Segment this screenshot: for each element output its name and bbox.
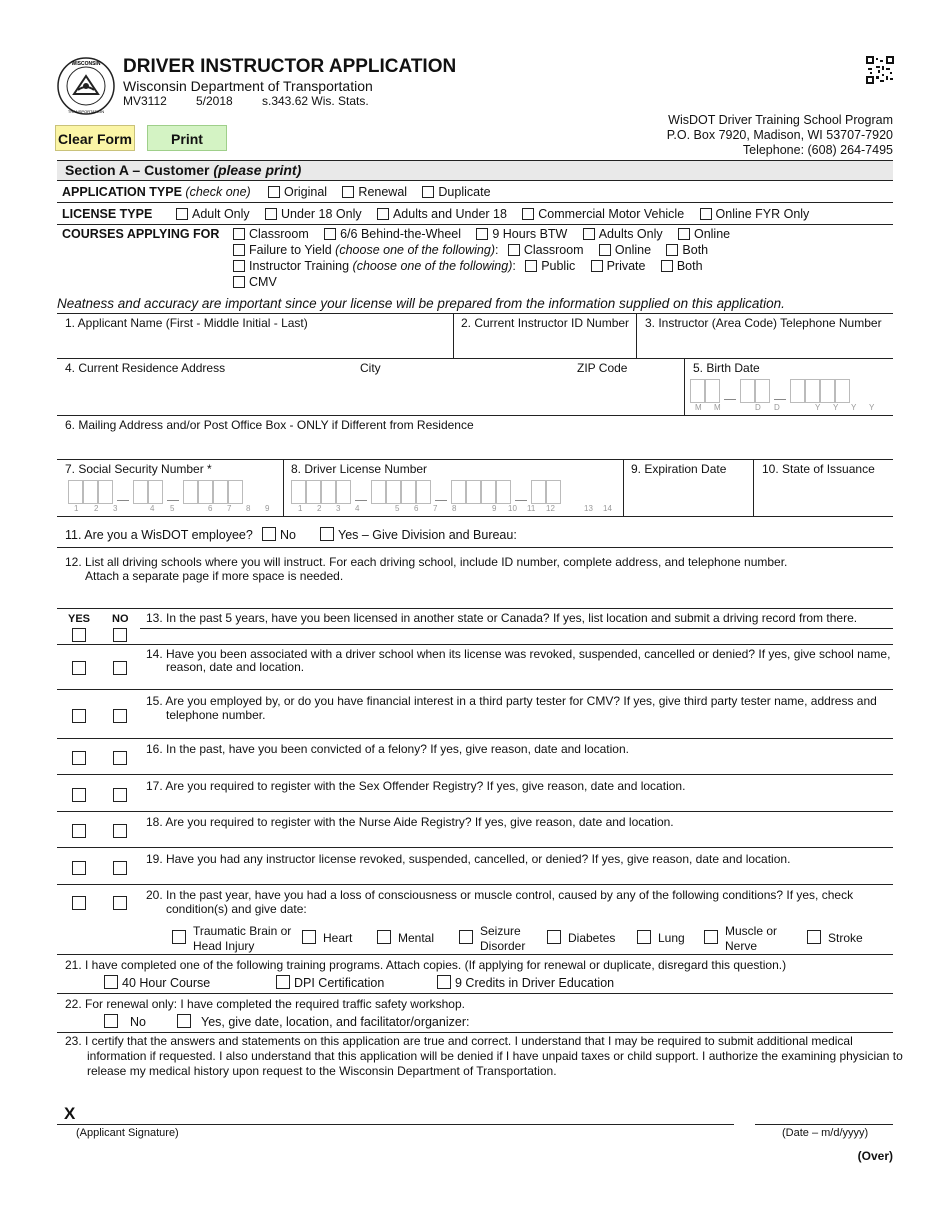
divider bbox=[57, 1032, 893, 1033]
condition-diabetes-checkbox[interactable] bbox=[547, 930, 561, 944]
q20-yes-checkbox[interactable] bbox=[72, 896, 86, 910]
birth-date-label: 5. Birth Date bbox=[693, 361, 760, 375]
checkbox[interactable] bbox=[522, 208, 534, 220]
digit-label: 1 bbox=[74, 504, 79, 513]
divider bbox=[140, 628, 893, 629]
application-type-options bbox=[268, 185, 503, 199]
question-14: 14. Have you been associated with a driver school when its license was revoked, suspended, cancelled or denied? If yes, give school name, bbox=[146, 647, 891, 661]
q18-no-checkbox[interactable] bbox=[113, 824, 127, 838]
zip-label: ZIP Code bbox=[577, 361, 628, 375]
license-adult-only[interactable]: Adult Only bbox=[176, 207, 250, 221]
checkbox[interactable] bbox=[591, 260, 603, 272]
checkbox[interactable] bbox=[233, 260, 245, 272]
q17-no-checkbox[interactable] bbox=[113, 788, 127, 802]
checkbox[interactable] bbox=[177, 1014, 191, 1028]
divider bbox=[57, 516, 893, 517]
signature-line[interactable] bbox=[57, 1124, 734, 1125]
question-17: 17. Are you required to register with the Sex Offender Registry? If yes, give reason, date and location. bbox=[146, 779, 686, 793]
digit-label: D bbox=[774, 403, 780, 412]
q14-yes-checkbox[interactable] bbox=[72, 661, 86, 675]
city-label: City bbox=[360, 361, 381, 375]
checkbox[interactable] bbox=[104, 975, 118, 989]
digit-label: 6 bbox=[414, 504, 419, 513]
over-label: (Over) bbox=[857, 1149, 893, 1163]
form-number: MV3112 bbox=[123, 94, 167, 108]
divider bbox=[684, 358, 685, 415]
condition-tbi-label: Traumatic Brain or Head Injury bbox=[193, 924, 292, 953]
question-15: 15. Are you employed by, or do you have financial interest in a third party tester for CMV? If yes, give third party tester name, address and bbox=[146, 694, 877, 708]
question-14-cont: reason, date and location. bbox=[166, 660, 305, 674]
certification-statement-3: release my medical history upon request to the Wisconsin Department of Transportation. bbox=[87, 1064, 557, 1078]
q13-yes-checkbox[interactable] bbox=[72, 628, 86, 642]
checkbox[interactable] bbox=[583, 228, 595, 240]
digit-label: 13 bbox=[584, 504, 593, 513]
statute: s.343.62 Wis. Stats. bbox=[262, 94, 369, 108]
condition-seizure-checkbox[interactable] bbox=[459, 930, 473, 944]
divider bbox=[57, 644, 893, 645]
question-19: 19. Have you had any instructor license revoked, suspended, cancelled, or denied? If yes, give reason, date and location. bbox=[146, 852, 791, 866]
q18-yes-checkbox[interactable] bbox=[72, 824, 86, 838]
divider bbox=[57, 954, 893, 955]
course-classroom[interactable]: Classroom bbox=[233, 227, 309, 241]
condition-heart-checkbox[interactable] bbox=[302, 930, 316, 944]
checkbox[interactable] bbox=[599, 244, 611, 256]
it-public[interactable]: Public bbox=[525, 259, 575, 273]
q19-yes-checkbox[interactable] bbox=[72, 861, 86, 875]
digit-label: 12 bbox=[546, 504, 555, 513]
course-behind-the-wheel[interactable]: 6/6 Behind-the-Wheel bbox=[324, 227, 461, 241]
birth-date-boxes[interactable] bbox=[690, 379, 850, 406]
application-type-label: APPLICATION TYPE bbox=[62, 185, 182, 199]
divider bbox=[57, 689, 893, 690]
divider bbox=[57, 811, 893, 812]
program-name: WisDOT Driver Training School Program bbox=[668, 113, 893, 127]
condition-seizure-label: Seizure Disorder bbox=[480, 924, 526, 953]
divider bbox=[57, 224, 893, 225]
courses-row-it bbox=[233, 259, 715, 273]
condition-stroke-checkbox[interactable] bbox=[807, 930, 821, 944]
checkbox[interactable] bbox=[661, 260, 673, 272]
divider bbox=[57, 313, 893, 314]
section-a-note: (please print) bbox=[213, 162, 302, 178]
digit-label: D bbox=[755, 403, 761, 412]
fty-both[interactable]: Both bbox=[666, 243, 708, 257]
fty-online[interactable]: Online bbox=[599, 243, 651, 257]
application-type-row bbox=[62, 185, 251, 199]
checkbox[interactable] bbox=[268, 186, 280, 198]
department-name: Wisconsin Department of Transportation bbox=[123, 78, 373, 94]
digit-label: 8 bbox=[452, 504, 457, 513]
condition-mental-label: Mental bbox=[398, 931, 435, 945]
license-online-fyr[interactable]: Online FYR Only bbox=[700, 207, 810, 221]
digit-label: 9 bbox=[492, 504, 497, 513]
checkbox[interactable] bbox=[437, 975, 451, 989]
divider bbox=[57, 608, 893, 609]
checkbox[interactable] bbox=[176, 208, 188, 220]
training-9-credits[interactable]: 9 Credits in Driver Education bbox=[437, 975, 614, 990]
certification-statement-2: information if requested. I also understand that this application will be denied if I have unpaid taxes or child support. I authorize the examining physician to bbox=[87, 1049, 903, 1063]
divider bbox=[57, 415, 893, 416]
digit-label: M bbox=[695, 403, 702, 412]
divider bbox=[57, 738, 893, 739]
print-button[interactable]: Print bbox=[147, 125, 227, 151]
divider bbox=[453, 313, 454, 358]
digit-label: 2 bbox=[317, 504, 322, 513]
section-a-title: Section A – Customer (please print) bbox=[65, 162, 302, 178]
checkbox[interactable] bbox=[508, 244, 520, 256]
certification-statement-1: 23. I certify that the answers and statements on this application are true and correct. I understand that I may be required to submit additional medical bbox=[65, 1034, 853, 1048]
q15-yes-checkbox[interactable] bbox=[72, 709, 86, 723]
license-type-options bbox=[176, 207, 821, 221]
application-type-note: (check one) bbox=[185, 185, 251, 199]
divider bbox=[753, 459, 754, 516]
checkbox[interactable] bbox=[476, 228, 488, 240]
checkbox[interactable] bbox=[324, 228, 336, 240]
divider bbox=[57, 884, 893, 885]
svg-text:TRANSPORTATION: TRANSPORTATION bbox=[67, 109, 105, 114]
q14-no-checkbox[interactable] bbox=[113, 661, 127, 675]
checkbox[interactable] bbox=[525, 260, 537, 272]
question-16: 16. In the past, have you been convicted of a felony? If yes, give reason, date and location. bbox=[146, 742, 629, 756]
courses-row-cmv bbox=[233, 275, 289, 289]
applicant-signature-label: (Applicant Signature) bbox=[76, 1127, 179, 1139]
checkbox[interactable] bbox=[422, 186, 434, 198]
q16-yes-checkbox[interactable] bbox=[72, 751, 86, 765]
workshop-yes[interactable]: Yes, give date, location, and facilitator/organizer: bbox=[177, 1014, 469, 1029]
condition-tbi-checkbox[interactable] bbox=[172, 930, 186, 944]
digit-label: Y bbox=[833, 403, 839, 412]
driver-license-label: 8. Driver License Number bbox=[291, 462, 428, 476]
divider bbox=[57, 358, 893, 359]
form-title: DRIVER INSTRUCTOR APPLICATION bbox=[123, 56, 457, 77]
q16-no-checkbox[interactable] bbox=[113, 751, 127, 765]
mailing-address-label: 6. Mailing Address and/or Post Office Box - ONLY if Different from Residence bbox=[65, 418, 474, 432]
courses-row-1 bbox=[233, 227, 742, 241]
question-18: 18. Are you required to register with the Nurse Aide Registry? If yes, give reason, date and location. bbox=[146, 815, 674, 829]
question-20: 20. In the past year, have you had a loss of consciousness or muscle control, caused by any of the following conditions? If yes, check bbox=[146, 888, 854, 902]
digit-label: 8 bbox=[246, 504, 251, 513]
condition-lung-label: Lung bbox=[658, 931, 685, 945]
question-21: 21. I have completed one of the following training programs. Attach copies. (If applying for renewal or duplicate, disregard this question.) bbox=[65, 958, 787, 972]
digit-label: Y bbox=[851, 403, 857, 412]
wisdot-employee-yes[interactable]: Yes – Give Division and Bureau: bbox=[320, 527, 517, 542]
it-private[interactable]: Private bbox=[591, 259, 646, 273]
app-type-duplicate[interactable]: Duplicate bbox=[422, 185, 490, 199]
digit-label: M bbox=[714, 403, 721, 412]
program-address: P.O. Box 7920, Madison, WI 53707-7920 bbox=[666, 128, 893, 142]
instructor-id-label: 2. Current Instructor ID Number bbox=[461, 316, 630, 330]
divider bbox=[57, 547, 893, 548]
checkbox[interactable] bbox=[320, 527, 334, 541]
digit-label: 1 bbox=[298, 504, 303, 513]
yes-column-header: YES bbox=[68, 613, 91, 625]
fty-classroom[interactable]: Classroom bbox=[508, 243, 584, 257]
question-22: 22. For renewal only: I have completed the required traffic safety workshop. bbox=[65, 997, 465, 1011]
driver-license-boxes[interactable] bbox=[291, 480, 561, 507]
condition-muscle-checkbox[interactable] bbox=[704, 930, 718, 944]
courses-label: COURSES APPLYING FOR bbox=[62, 227, 220, 241]
form-date: 5/2018 bbox=[196, 94, 233, 108]
workshop-no[interactable]: No bbox=[104, 1014, 146, 1029]
q17-yes-checkbox[interactable] bbox=[72, 788, 86, 802]
checkbox[interactable] bbox=[700, 208, 712, 220]
digit-label: 4 bbox=[150, 504, 155, 513]
question-13: 13. In the past 5 years, have you been licensed in another state or Canada? If yes, list location and submit a driving record from there. bbox=[146, 611, 858, 625]
wisdot-seal bbox=[56, 56, 116, 116]
digit-label: 9 bbox=[265, 504, 270, 513]
course-failure-to-yield[interactable]: Failure to Yield (choose one of the following): bbox=[233, 243, 498, 257]
digit-label: 7 bbox=[227, 504, 232, 513]
digit-label: 5 bbox=[170, 504, 175, 513]
digit-label: 14 bbox=[603, 504, 612, 513]
digit-label: Y bbox=[815, 403, 821, 412]
condition-heart-label: Heart bbox=[323, 931, 353, 945]
q19-no-checkbox[interactable] bbox=[113, 861, 127, 875]
state-of-issuance-label: 10. State of Issuance bbox=[762, 462, 875, 476]
condition-lung-checkbox[interactable] bbox=[637, 930, 651, 944]
condition-mental-checkbox[interactable] bbox=[377, 930, 391, 944]
digit-label: 7 bbox=[433, 504, 438, 513]
digit-label: 11 bbox=[527, 504, 536, 513]
course-online[interactable]: Online bbox=[678, 227, 730, 241]
checkbox[interactable] bbox=[342, 186, 354, 198]
license-type-label: LICENSE TYPE bbox=[62, 207, 153, 221]
divider bbox=[636, 313, 637, 358]
license-under-18[interactable]: Under 18 Only bbox=[265, 207, 362, 221]
svg-text:WISCONSIN: WISCONSIN bbox=[71, 61, 101, 67]
digit-label: 5 bbox=[395, 504, 400, 513]
neatness-note: Neatness and accuracy are important since your license will be prepared from the information supplied on this application. bbox=[57, 296, 785, 311]
checkbox[interactable] bbox=[262, 527, 276, 541]
condition-muscle-label: Muscle or Nerve bbox=[725, 924, 778, 953]
residence-address-label: 4. Current Residence Address bbox=[65, 361, 226, 375]
divider bbox=[57, 847, 893, 848]
ssn-boxes[interactable] bbox=[68, 480, 243, 507]
digit-label: 4 bbox=[355, 504, 360, 513]
divider bbox=[57, 993, 893, 994]
question-20-cont: condition(s) and give date: bbox=[166, 902, 307, 916]
checkbox[interactable] bbox=[666, 244, 678, 256]
license-adults-and-under-18[interactable]: Adults and Under 18 bbox=[377, 207, 507, 221]
checkbox[interactable] bbox=[678, 228, 690, 240]
license-cmv[interactable]: Commercial Motor Vehicle bbox=[522, 207, 684, 221]
courses-row-fty bbox=[233, 243, 720, 257]
condition-stroke-label: Stroke bbox=[828, 931, 863, 945]
driving-schools-instructions: 12. List all driving schools where you will instruct. For each driving school, include ID number, complete address, and telephone number. bbox=[65, 555, 788, 569]
checkbox[interactable] bbox=[377, 208, 389, 220]
driving-schools-note: Attach a separate page if more space is needed. bbox=[85, 569, 344, 583]
checkbox[interactable] bbox=[233, 276, 245, 288]
program-telephone: Telephone: (608) 264-7495 bbox=[742, 143, 893, 157]
digit-label: 3 bbox=[336, 504, 341, 513]
course-9-hours-btw[interactable]: 9 Hours BTW bbox=[476, 227, 567, 241]
course-cmv[interactable]: CMV bbox=[233, 275, 277, 289]
checkbox[interactable] bbox=[276, 975, 290, 989]
instructor-phone-label: 3. Instructor (Area Code) Telephone Number bbox=[645, 316, 882, 330]
course-adults-only[interactable]: Adults Only bbox=[583, 227, 663, 241]
condition-diabetes-label: Diabetes bbox=[568, 931, 616, 945]
q13-no-checkbox[interactable] bbox=[113, 628, 127, 642]
checkbox[interactable] bbox=[233, 244, 245, 256]
signature-date-label: (Date – m/d/yyyy) bbox=[782, 1127, 869, 1139]
digit-label: 2 bbox=[94, 504, 99, 513]
signature-x: X bbox=[64, 1104, 76, 1123]
training-40-hour[interactable]: 40 Hour Course bbox=[104, 975, 210, 990]
training-dpi-certification[interactable]: DPI Certification bbox=[276, 975, 384, 990]
expiration-date-label: 9. Expiration Date bbox=[631, 462, 727, 476]
ssn-label: 7. Social Security Number * bbox=[65, 462, 212, 476]
divider bbox=[57, 774, 893, 775]
question-15-cont: telephone number. bbox=[166, 708, 266, 722]
divider bbox=[283, 459, 284, 516]
checkbox[interactable] bbox=[104, 1014, 118, 1028]
applicant-name-label: 1. Applicant Name (First - Middle Initial - Last) bbox=[65, 316, 308, 330]
digit-label: 3 bbox=[113, 504, 118, 513]
app-type-original[interactable]: Original bbox=[268, 185, 327, 199]
course-instructor-training[interactable]: Instructor Training (choose one of the following): bbox=[233, 259, 516, 273]
checkbox[interactable] bbox=[233, 228, 245, 240]
app-type-renewal[interactable]: Renewal bbox=[342, 185, 407, 199]
q15-no-checkbox[interactable] bbox=[113, 709, 127, 723]
wisdot-employee-no[interactable]: No bbox=[262, 527, 296, 542]
digit-label: Y bbox=[869, 403, 875, 412]
checkbox[interactable] bbox=[265, 208, 277, 220]
qr-code bbox=[866, 56, 894, 84]
q20-no-checkbox[interactable] bbox=[113, 896, 127, 910]
divider bbox=[623, 459, 624, 516]
wisdot-employee-question: 11. Are you a WisDOT employee? bbox=[65, 528, 253, 542]
divider bbox=[57, 202, 893, 203]
digit-label: 6 bbox=[208, 504, 213, 513]
divider bbox=[57, 459, 893, 460]
no-column-header: NO bbox=[112, 613, 129, 625]
clear-form-button[interactable]: Clear Form bbox=[55, 125, 135, 151]
it-both[interactable]: Both bbox=[661, 259, 703, 273]
digit-label: 10 bbox=[508, 504, 517, 513]
date-line[interactable] bbox=[755, 1124, 893, 1125]
